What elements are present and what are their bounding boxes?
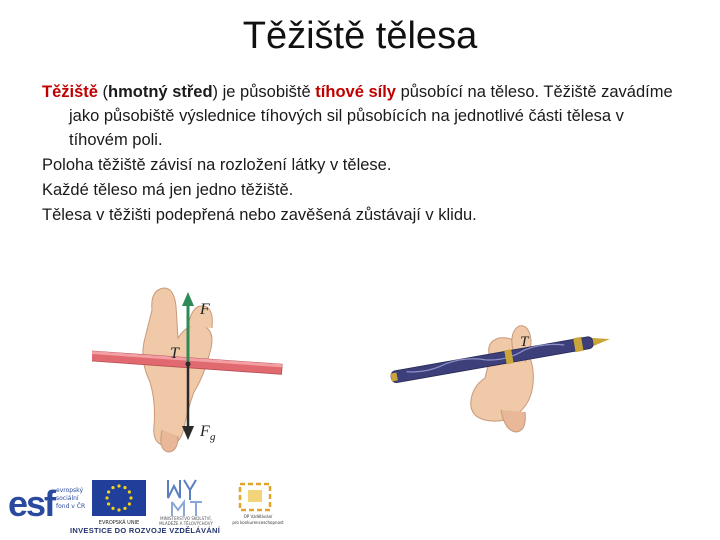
text-segment: působící na těleso. Těžiště zavádíme jako působiště výslednice tíhových sil působících na jednotlivé části tělesa v tíhovém poli. xyxy=(69,83,673,149)
msmt-line2: MLÁDEŽE A TĚLOVÝCHOVY xyxy=(159,521,213,526)
term-teziste: Těžiště xyxy=(42,83,98,101)
illustration-pen-balance xyxy=(385,292,640,442)
msmt-logo xyxy=(150,478,222,526)
paragraph-v-klidu: Tělesa v těžišti podepřená nebo zavěšená zůstávají v klidu. xyxy=(42,206,477,224)
esf-logo-text: esf xyxy=(8,483,55,524)
esf-logo-line1: evropský xyxy=(56,487,83,494)
paragraph-jedno-teziste: Každé těleso má jen jedno těžiště. xyxy=(42,181,294,199)
op-line2: pro konkurenceschopnost xyxy=(232,520,284,525)
term-tihove-sily: tíhové síly xyxy=(315,83,396,101)
esf-logo xyxy=(8,478,86,524)
body-text xyxy=(42,80,682,228)
paragraph-definition xyxy=(42,80,682,152)
paragraph-poloha: Poloha těžiště závisí na rozložení látky v tělese. xyxy=(42,156,392,174)
slide-title: Těžiště tělesa xyxy=(242,15,478,57)
op-vk-logo xyxy=(230,478,286,528)
label-weight: F xyxy=(200,423,210,440)
eu-label: EVROPSKÁ UNIE xyxy=(98,520,140,526)
text-segment: ( xyxy=(97,83,109,101)
illustration-pencil-balance xyxy=(92,280,292,460)
label-force: F xyxy=(200,301,210,318)
logo-strip xyxy=(0,470,720,540)
logo-caption: INVESTICE DO ROZVOJE VZDĚLÁVÁNÍ xyxy=(70,526,221,535)
text-segment: ) je působiště xyxy=(212,83,316,101)
label-center-left: T xyxy=(170,345,179,362)
esf-logo-line2: sociální xyxy=(56,495,79,502)
label-weight-sub: g xyxy=(210,431,216,443)
label-center-right: T xyxy=(520,334,529,350)
op-line1: OP Vzdělávání xyxy=(243,514,273,519)
esf-logo-line3: fond v ČR xyxy=(56,503,86,510)
term-hmotny-stred: hmotný střed xyxy=(108,83,213,101)
msmt-line1: MINISTERSTVO ŠKOLSTVÍ, xyxy=(160,516,212,521)
eu-flag-logo xyxy=(92,480,146,526)
